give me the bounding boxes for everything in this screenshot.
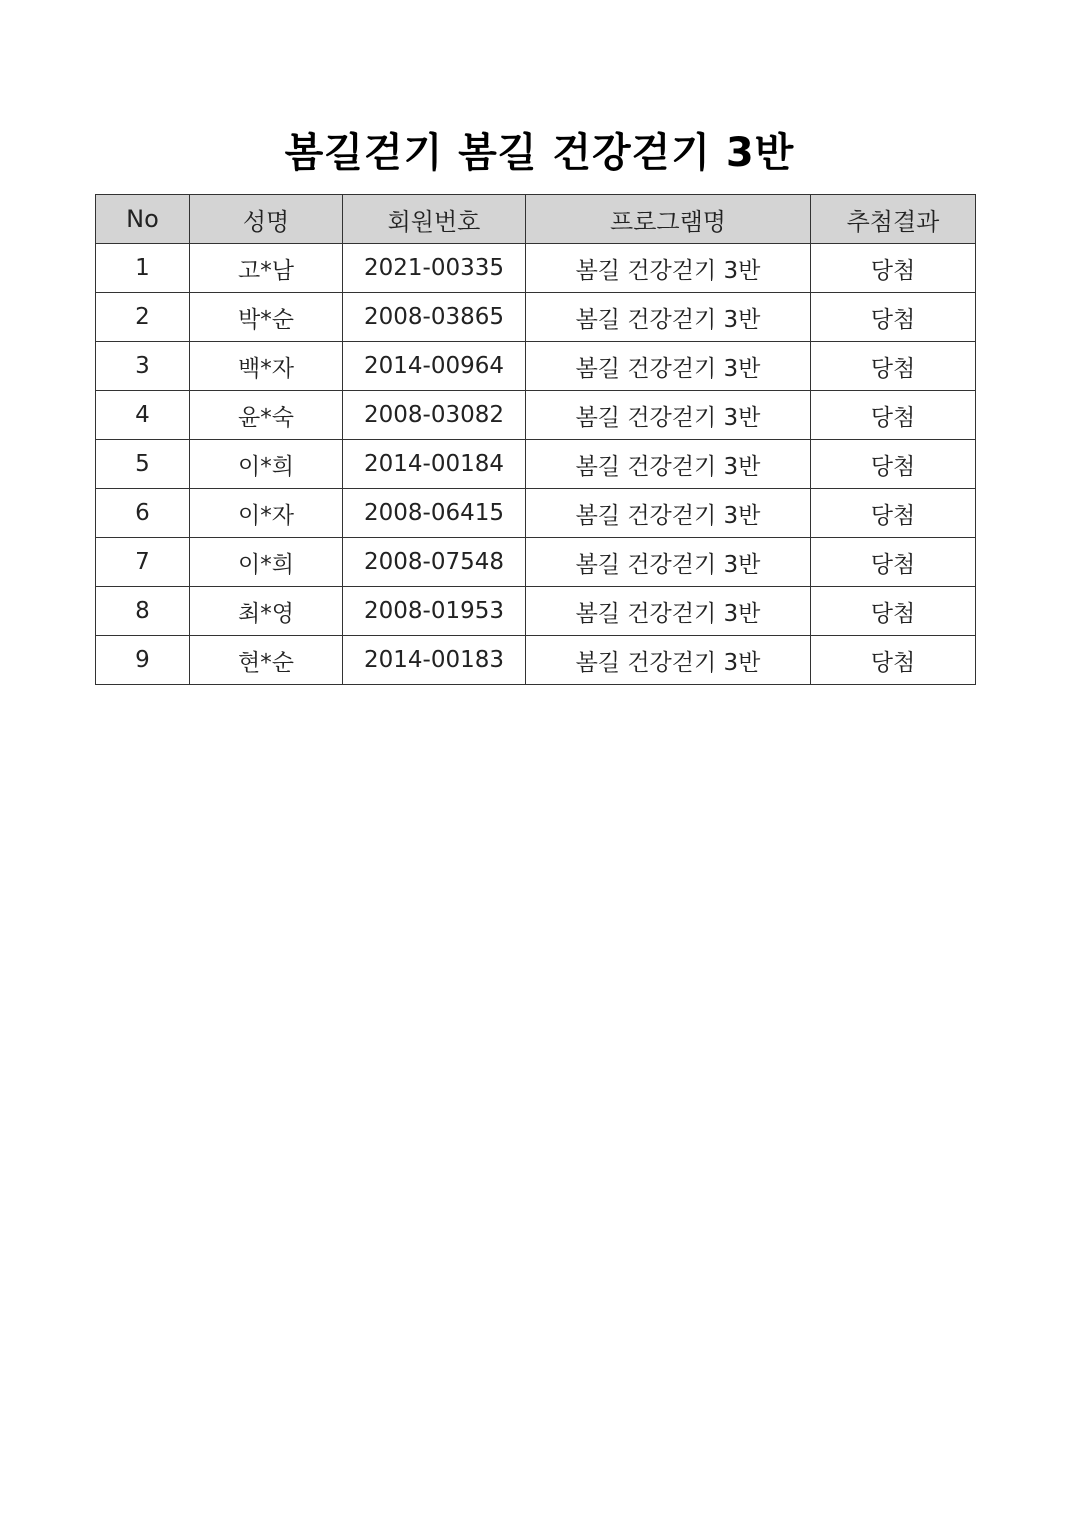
cell-draw-result: 당첨: [811, 244, 976, 293]
cell-member-number: 2014-00964: [343, 342, 526, 391]
cell-draw-result: 당첨: [811, 293, 976, 342]
cell-member-number: 2008-03082: [343, 391, 526, 440]
cell-draw-result: 당첨: [811, 440, 976, 489]
cell-member-number: 2008-06415: [343, 489, 526, 538]
cell-name: 최*영: [190, 587, 343, 636]
cell-no: 1: [96, 244, 190, 293]
cell-draw-result: 당첨: [811, 342, 976, 391]
cell-member-number: 2014-00183: [343, 636, 526, 685]
cell-no: 9: [96, 636, 190, 685]
cell-name: 윤*숙: [190, 391, 343, 440]
cell-no: 7: [96, 538, 190, 587]
cell-program-name: 봄길 건강걷기 3반: [526, 244, 811, 293]
table-row: [96, 538, 976, 587]
cell-draw-result: 당첨: [811, 587, 976, 636]
cell-draw-result: 당첨: [811, 636, 976, 685]
cell-name: 고*남: [190, 244, 343, 293]
cell-member-number: 2021-00335: [343, 244, 526, 293]
table-row: [96, 489, 976, 538]
cell-no: 8: [96, 587, 190, 636]
cell-program-name: 봄길 건강걷기 3반: [526, 440, 811, 489]
cell-member-number: 2008-01953: [343, 587, 526, 636]
cell-name: 백*자: [190, 342, 343, 391]
table-row: [96, 391, 976, 440]
lottery-result-table: [95, 194, 976, 685]
cell-no: 5: [96, 440, 190, 489]
column-header-draw-result: 추첨결과: [811, 195, 976, 244]
cell-no: 4: [96, 391, 190, 440]
table-row: [96, 440, 976, 489]
cell-program-name: 봄길 건강걷기 3반: [526, 587, 811, 636]
table-row: [96, 342, 976, 391]
cell-name: 박*순: [190, 293, 343, 342]
cell-program-name: 봄길 건강걷기 3반: [526, 391, 811, 440]
cell-draw-result: 당첨: [811, 538, 976, 587]
cell-name: 현*순: [190, 636, 343, 685]
cell-program-name: 봄길 건강걷기 3반: [526, 489, 811, 538]
table-row: [96, 244, 976, 293]
cell-draw-result: 당첨: [811, 391, 976, 440]
table-row: [96, 587, 976, 636]
column-header-name: 성명: [190, 195, 343, 244]
cell-name: 이*희: [190, 440, 343, 489]
cell-draw-result: 당첨: [811, 489, 976, 538]
table-row: [96, 636, 976, 685]
cell-member-number: 2008-07548: [343, 538, 526, 587]
cell-no: 3: [96, 342, 190, 391]
cell-program-name: 봄길 건강걷기 3반: [526, 293, 811, 342]
cell-name: 이*희: [190, 538, 343, 587]
cell-program-name: 봄길 건강걷기 3반: [526, 342, 811, 391]
cell-program-name: 봄길 건강걷기 3반: [526, 636, 811, 685]
table-row: [96, 293, 976, 342]
column-header-program-name: 프로그램명: [526, 195, 811, 244]
table-body: [96, 244, 976, 685]
table-header-row: [96, 195, 976, 244]
cell-program-name: 봄길 건강걷기 3반: [526, 538, 811, 587]
cell-name: 이*자: [190, 489, 343, 538]
cell-member-number: 2014-00184: [343, 440, 526, 489]
page-title: 봄길걷기 봄길 건강걷기 3반: [284, 129, 795, 176]
column-header-member-number: 회원번호: [343, 195, 526, 244]
column-header-no: No: [96, 195, 190, 244]
cell-member-number: 2008-03865: [343, 293, 526, 342]
cell-no: 6: [96, 489, 190, 538]
cell-no: 2: [96, 293, 190, 342]
